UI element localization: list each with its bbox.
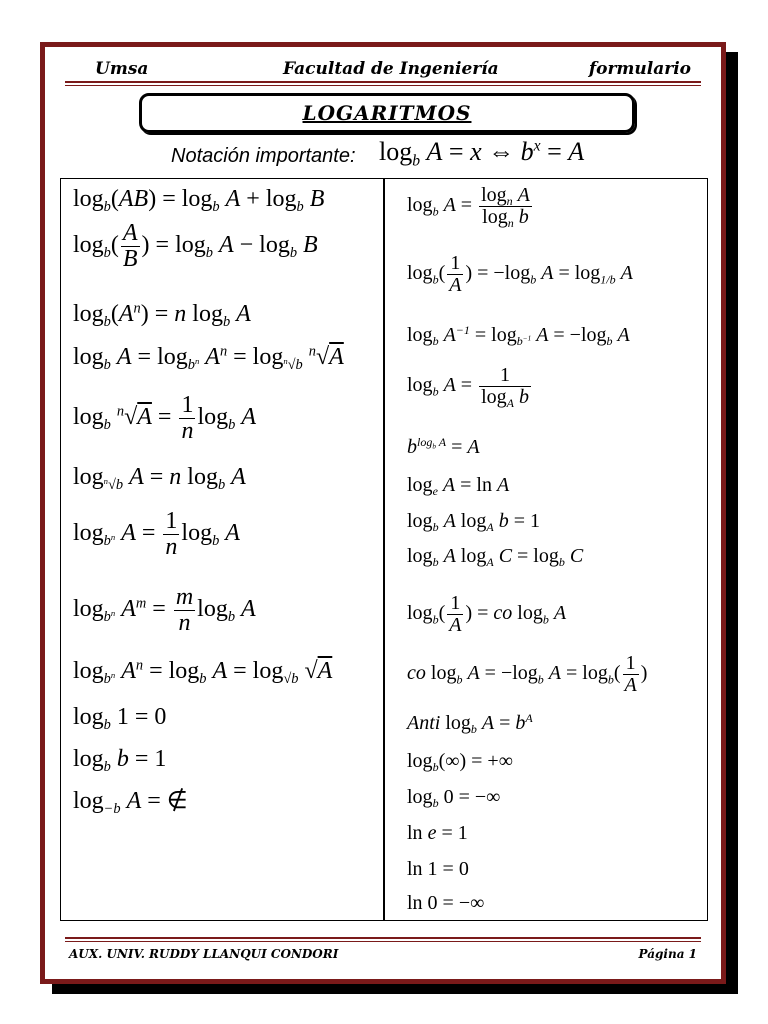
page-title: LOGARITMOS <box>139 93 635 133</box>
formula-product-one: $\log_b A$ $\log_A b = 1$ <box>407 510 540 535</box>
notation-formula: $\log_b A = x$ ⇔ $b^x = A$ <box>379 137 585 170</box>
footer-page-number: Página 1 <box>638 947 697 961</box>
page-header <box>65 59 701 81</box>
formula-log-zero: $\log_b 0$ = −∞ <box>407 786 501 811</box>
page-footer <box>65 947 701 965</box>
formula-colog-def: co $\log_b A = -\log_b$ $A = \log_b$( $\frac{1}{A}$ ) <box>407 652 648 696</box>
formula-equivalence: $\log_{b^n} A^n = \log_b A = \log_{√b} √A$ <box>73 657 333 688</box>
header-left: Umsa <box>95 59 149 79</box>
formula-log-infinity: $\log_b(\infty)$ = +∞ <box>407 750 513 775</box>
formula-swap: $\log_b A$ = $\frac{1}{\log_A b}$ <box>407 364 529 411</box>
formula-negative-base: $\log_{-b} A$ = ∉ <box>73 788 188 818</box>
formula-log-one: $\log_b 1 = 0$ <box>73 704 167 734</box>
formula-product: $\log_b(AB) = \log_b A + \log_b B$ <box>73 186 325 216</box>
formula-power: $\log_b(A^n) = n$ $\log_b A$ <box>73 300 251 331</box>
footer-rule-thin <box>65 941 701 942</box>
formula-root-base: $\log_{^n√b} A = n$ $\log_b A$ <box>73 464 246 494</box>
formula-table <box>60 178 708 921</box>
formula-reciprocal: $\log_b$( $\frac{1}{A}$ ) = $-\log_b$ $A = \log_{1/b} A$ <box>407 252 633 296</box>
formula-log-base: $\log_b b = 1$ <box>73 746 167 776</box>
formula-ln-one: ln 1 = 0 <box>407 858 469 880</box>
formula-natural: $\log_e A = \ln A$ <box>407 474 510 499</box>
header-right: formulario <box>588 59 691 79</box>
formula-antilog: Anti $\log_b A = b^A$ <box>407 710 533 737</box>
formula-change-base: $\log_b A$ = $\frac{\log_n A}{\log_n b}$ <box>407 184 530 231</box>
formula-ln-zero: ln 0 = −∞ <box>407 892 485 914</box>
header-rule-thin <box>65 85 701 86</box>
formula-quotient: $\log_b$( $\frac{A}{B}$ ) = $\log_b A - \log_b B$ <box>73 220 318 273</box>
footer-author: AUX. UNIV. RUDDY LLANQUI CONDORI <box>69 947 339 961</box>
formula-power-base: $\log_{b^n} A$ = $\frac{1}{n}$ $\log_b A$ <box>73 508 240 561</box>
formula-exp-log: $b^{log_b A} = A$ <box>407 434 480 458</box>
document-page <box>40 42 726 984</box>
formula-chain: $\log_b A$ $\log_A C = \log_b C$ <box>407 545 584 570</box>
header-center: Facultad de Ingeniería <box>283 59 499 79</box>
notation-label: Notación importante: <box>171 145 356 167</box>
formula-inverse-exp: $\log_b A^{-1} = \log_{b^{-1}} A = -\log_b$ A <box>407 322 630 349</box>
formula-ln-e: ln e = 1 <box>407 822 468 844</box>
formula-colog: $\log_b$( $\frac{1}{A}$ ) = co $\log_b A$ <box>407 592 567 636</box>
footer-rule <box>65 937 701 939</box>
column-divider <box>383 179 385 920</box>
formula-base-power: $\log_b A = \log_{b^n} A^n = \log_{^n√b} ^n√A$ <box>73 343 344 374</box>
formula-root: $\log_b ^n√A$ = $\frac{1}{n}$ $\log_b A$ <box>73 392 257 445</box>
formula-power-base-exp: $\log_{b^n} A^m$ = $\frac{m}{n}$ $\log_b A$ <box>73 584 256 637</box>
header-rule <box>65 81 701 83</box>
